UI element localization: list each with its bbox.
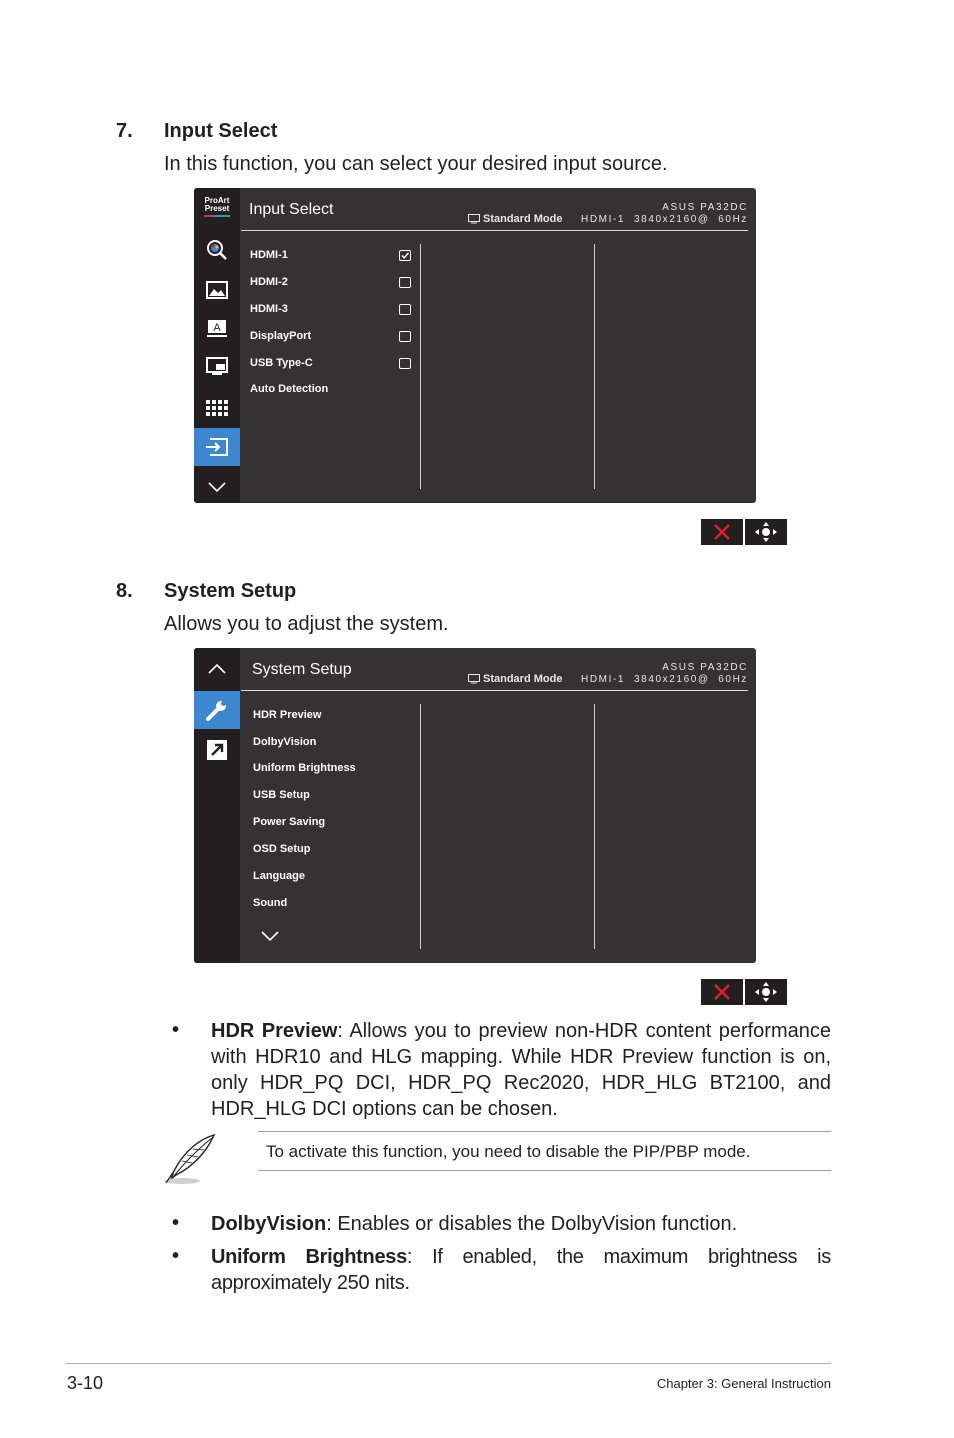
close-icon <box>713 984 731 1000</box>
osd-refresh: 60Hz <box>718 214 748 225</box>
osd-menu-item[interactable]: DisplayPort <box>250 330 312 342</box>
osd-menu-item[interactable]: Uniform Brightness <box>253 762 356 774</box>
column-divider <box>594 704 595 949</box>
bullet-symbol: • <box>172 1212 180 1234</box>
osd-menu-item[interactable]: Sound <box>253 897 288 909</box>
footer-rule <box>66 1363 831 1364</box>
osd-header-divider <box>241 230 748 231</box>
osd-resolution: 3840x2160@ <box>634 674 710 685</box>
checkbox[interactable] <box>399 277 411 288</box>
move-arrows-icon <box>755 522 777 542</box>
osd-model: ASUS PA32DC <box>662 662 748 673</box>
bullet-text: : If enabled, the maximum brightness is approximately 250 nits. <box>211 1246 831 1294</box>
section-title: Input Select <box>164 120 278 142</box>
column-divider <box>594 244 595 489</box>
osd-menu-item[interactable]: HDMI-3 <box>250 303 288 315</box>
section-description: In this function, you can select your desired input source. <box>164 153 668 175</box>
column-divider <box>420 704 421 949</box>
bullet-term: Uniform Brightness <box>211 1246 407 1268</box>
section-description: Allows you to adjust the system. <box>164 613 449 635</box>
note-top-rule <box>258 1131 831 1132</box>
page-number: 3-10 <box>67 1373 104 1393</box>
osd-header-title: System Setup <box>252 661 352 678</box>
bullet-symbol: • <box>172 1019 180 1041</box>
checkbox[interactable] <box>399 331 411 342</box>
osd-input: HDMI-1 <box>581 214 626 225</box>
osd-model: ASUS PA32DC <box>662 202 748 213</box>
bullet-text: : Allows you to preview non-HDR content performance with HDR10 and HLG mapping. While HDR Preview function is on, only HDR_PQ DCI, HDR_PQ Rec2020, HDR_HLG BT2100, and HDR_HLG DCI options can be chosen. <box>211 1020 831 1120</box>
osd-menu-item[interactable]: HDMI-1 <box>250 249 288 261</box>
column-divider <box>420 244 421 489</box>
note-feather-icon <box>162 1133 218 1192</box>
shortcut-icon[interactable] <box>194 731 240 769</box>
osd-input-select <box>194 188 756 503</box>
note-text: To activate this function, you need to disable the PIP/PBP mode. <box>266 1142 751 1161</box>
osd-system-setup <box>194 648 756 963</box>
proart-preset-logo: ProArt Preset <box>200 197 234 217</box>
pip-pbp-icon[interactable] <box>194 348 240 386</box>
color-palette-icon[interactable] <box>194 231 240 269</box>
checkbox[interactable] <box>399 358 411 369</box>
osd-nav-bar <box>701 979 787 1005</box>
monitor-icon <box>468 674 480 684</box>
osd-sidebar <box>194 188 240 503</box>
close-icon <box>713 524 731 540</box>
bullet-symbol: • <box>172 1245 180 1267</box>
bullet-text: : Enables or disables the DolbyVision function. <box>326 1213 738 1235</box>
display-text-icon[interactable] <box>194 310 240 348</box>
osd-input: HDMI-1 <box>581 674 626 685</box>
osd-resolution: 3840x2160@ <box>634 214 710 225</box>
osd-menu-item[interactable]: USB Setup <box>253 789 310 801</box>
close-button[interactable] <box>701 979 743 1005</box>
osd-menu-item[interactable]: HDMI-2 <box>250 276 288 288</box>
image-icon[interactable] <box>194 271 240 309</box>
monitor-icon <box>468 214 480 224</box>
checkbox-checked[interactable] <box>399 250 411 261</box>
chevron-down-icon[interactable] <box>194 468 240 503</box>
osd-menu-item[interactable]: OSD Setup <box>253 843 311 855</box>
navigate-button[interactable] <box>745 519 787 545</box>
grid-menu-icon[interactable] <box>194 389 240 427</box>
osd-mode-label: Standard Mode <box>483 673 563 685</box>
osd-header-title: Input Select <box>249 201 334 218</box>
checkbox[interactable] <box>399 304 411 315</box>
osd-header-divider <box>241 690 748 691</box>
section-title: System Setup <box>164 580 297 602</box>
bullet-term: HDR Preview <box>211 1020 338 1042</box>
bullet-term: DolbyVision <box>211 1213 327 1235</box>
osd-menu-item[interactable]: Language <box>253 870 305 882</box>
osd-menu-item[interactable]: Auto Detection <box>250 383 329 395</box>
close-button[interactable] <box>701 519 743 545</box>
osd-mode <box>468 213 562 225</box>
bullet-dolbyvision <box>211 1211 831 1237</box>
osd-mode <box>468 673 562 685</box>
osd-mode-label: Standard Mode <box>483 213 563 225</box>
osd-menu-item[interactable]: DolbyVision <box>253 736 317 748</box>
wrench-icon[interactable] <box>194 691 240 729</box>
checkmark-icon <box>400 251 410 260</box>
osd-menu-item[interactable]: Power Saving <box>253 816 326 828</box>
bullet-uniform-brightness <box>211 1244 831 1296</box>
scroll-down-icon[interactable] <box>261 928 279 946</box>
svg-text:A: A <box>213 322 221 334</box>
section-number: 7. <box>116 120 133 142</box>
move-arrows-icon <box>755 982 777 1002</box>
osd-nav-bar <box>701 519 787 545</box>
osd-sidebar <box>194 648 240 963</box>
section-number: 8. <box>116 580 133 602</box>
chevron-up-icon[interactable] <box>194 650 240 688</box>
osd-refresh: 60Hz <box>718 674 748 685</box>
osd-menu-item[interactable]: HDR Preview <box>253 709 322 721</box>
note-bottom-rule <box>258 1170 831 1171</box>
chapter-label: Chapter 3: General Instruction <box>656 1376 831 1391</box>
navigate-button[interactable] <box>745 979 787 1005</box>
bullet-hdr-preview <box>211 1018 831 1122</box>
input-select-icon[interactable] <box>194 428 240 466</box>
osd-menu-item[interactable]: USB Type-C <box>250 357 313 369</box>
